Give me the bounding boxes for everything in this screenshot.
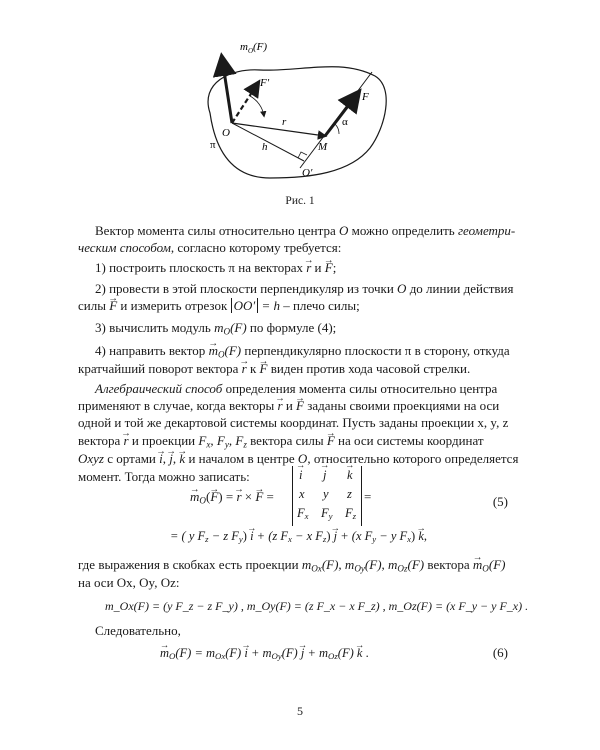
point-o-label: O (222, 127, 230, 139)
text-line: одной и той же декартовой системы координат. Пусть заданы проекции x, y, z (78, 415, 509, 430)
text-line: применяют в случае, когда векторы → r и → F заданы своими проекциями на оси (78, 398, 499, 414)
determinant: → i → j → k x y z $F_x$ $F_y$ $F_z$ (292, 466, 362, 526)
text-line: момент. Тогда можно записать: (78, 469, 250, 484)
projections-equation: m_Ox(F) = (y F_z − z F_y) , m_Oy(F) = (z F_x − x F_z) , m_Oz(F) = (x F_y − y F_x) . (105, 599, 529, 613)
force-prime-vector (232, 83, 258, 123)
alpha-label: α (342, 116, 348, 128)
plane-outline (208, 67, 386, 178)
point-o-prime-label: O′ (302, 167, 313, 179)
step-4: 4) направить вектор → $m_O(F)$ перпендикулярно плоскости π в сторону, откуда (95, 343, 510, 359)
text-line: вектора → r и проекции $F_x$, $F_y$, $F_z$ вектора силы → F на оси системы координат (78, 433, 484, 449)
point-m-label: M (318, 141, 328, 153)
equation-6-number: (6) (492, 645, 508, 660)
text-line: Алгебраический способ определения момента силы относительно центра (95, 381, 498, 396)
action-line (300, 72, 372, 168)
moment-vector (222, 58, 232, 123)
equation-5-lhs: → $m_O(\to F)$ = → r × → F = (190, 489, 274, 505)
force-label: F (362, 91, 369, 103)
rotation-arc (250, 96, 264, 116)
step-3: 3) вычислить модуль $m_O(F)$ по формуле (4); (95, 320, 337, 337)
step-1: 1) построить плоскость π на векторах → r и → F; (95, 260, 336, 276)
text-line: ческим способом, согласно которому требуется: (78, 240, 342, 255)
step-2-cont: силы → F и измерить отрезок OO′ = h – плечо силы; (78, 298, 360, 314)
force-prime-label: F′ (260, 77, 270, 89)
radius-vector (232, 123, 325, 136)
text-line: на оси Ox, Oy, Oz: (78, 575, 180, 590)
step-4-cont: кратчайший поворот вектора → r к → F виден против хода часовой стрелки. (78, 361, 470, 377)
equation-6: → $m_O(F) = m_{Ox}(F) \to i + m_{Oy}(F) \to j + m_{Oz}(F) \to k$ . (160, 645, 369, 661)
text-line: Следовательно, (95, 623, 181, 638)
r-label: r (282, 116, 287, 128)
text-line: где выражения в скобках есть проекции $m_{Ox}(F)$, $m_{Oy}(F)$, $m_{Oz}(F)$ вектора → $m_O(F)$ (78, 557, 505, 573)
equation-5-number: (5) (492, 494, 508, 509)
h-label: h (262, 141, 268, 153)
page-number: 5 (297, 704, 303, 718)
plane-label: π (210, 139, 216, 151)
right-angle-mark (298, 152, 307, 158)
equation-5-eq: = (364, 489, 372, 504)
step-2: 2) провести в этой плоскости перпендикуляр из точки O до линии действия (95, 281, 514, 296)
moment-label: m (240, 41, 248, 53)
force-vector (325, 93, 358, 136)
lever-arm (232, 123, 304, 161)
text-line: Oxyz с ортами → i, → j, → k и началом в центре O, относительно которого определяется (78, 451, 518, 467)
equation-5-expansion: = ( y $F_z - z$ $F_y) \to i + (z$ $F_x - x$ $F_z) \to j + (x$ $F_y - y$ $F_x) \to k$, (170, 528, 427, 544)
text-line: Вектор момента силы относительно центра O можно определить геометри- (95, 223, 516, 238)
figure-1 (190, 28, 395, 198)
figure-caption: Рис. 1 (285, 195, 315, 207)
svg-text:mO(F): $m_O(F)$ (240, 41, 268, 55)
alpha-arc (335, 124, 339, 134)
